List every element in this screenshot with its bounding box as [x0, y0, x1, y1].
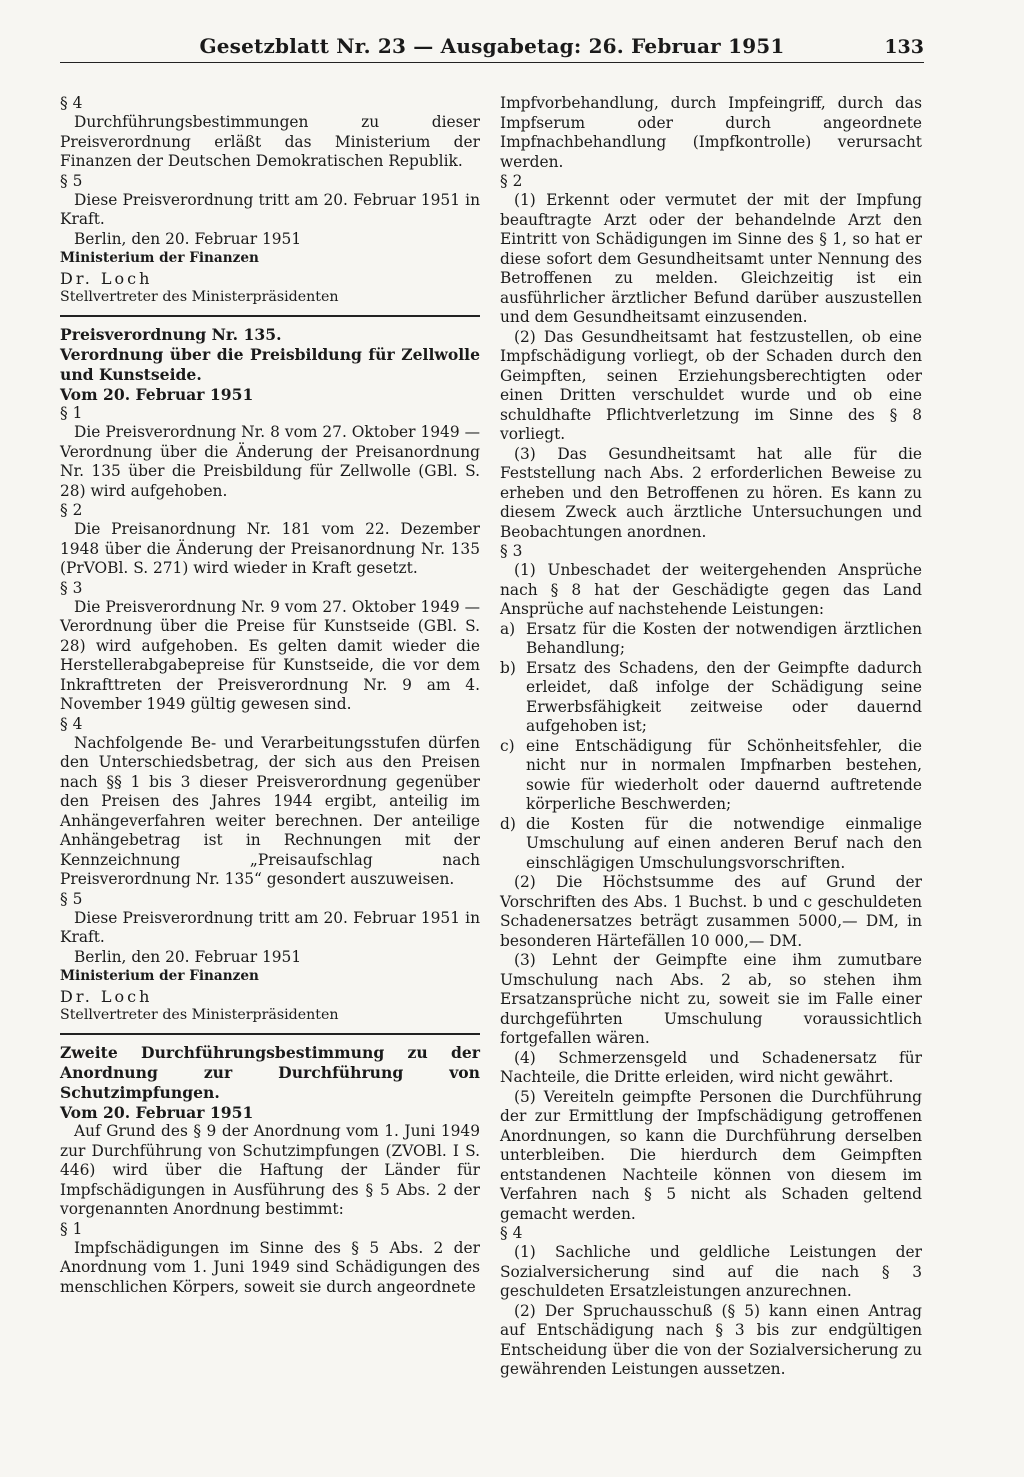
- section-heading: § 4: [60, 714, 83, 733]
- paragraph: Diese Preisverordnung tritt am 20. Februar 1951 in Kraft.: [60, 190, 480, 228]
- ministry-name: Ministerium der Finanzen: [60, 250, 259, 266]
- paragraph: Die Preisanordnung Nr. 181 vom 22. Dezember 1948 über die Änderung der Preisanordnung Nr. 135 (PrVOBl. S. 271) wird wieder in Kraft gesetzt.: [60, 520, 480, 577]
- list-item-text: eine Entschädigung für Schönheitsfehler, die nicht nur in normalen Impfnarben bestehen, sowie für wiederholt oder dauernd auftretende körperliche Beschwerden;: [526, 736, 922, 813]
- list-item-label: d): [500, 814, 516, 833]
- place-date: Berlin, den 20. Februar 1951: [74, 229, 302, 248]
- page-number: 133: [884, 36, 924, 58]
- list-item: [500, 815, 922, 874]
- paragraph: Auf Grund des § 9 der Anordnung vom 1. Juni 1949 zur Durchführung von Schutzimpfungen (ZVOBl. I S. 446) wird über die Haftung der Länder für Impfschädigungen in Ausführung des § 5 Abs. 2 der vorgenannten Anordnung bestimmt:: [60, 1122, 480, 1218]
- paragraph: (1) Unbeschadet der weitergehenden Ansprüche nach § 8 hat der Geschädigte gegen das Land Ansprüche auf nachstehende Leistungen:: [500, 561, 922, 618]
- page-header: [60, 34, 924, 63]
- list-item-label: a): [500, 619, 516, 638]
- provision-date: Vom 20. Februar 1951: [60, 1102, 254, 1122]
- paragraph: (1) Erkennt oder vermutet der mit der Impfung beauftragte Arzt oder der behandelnde Arzt den Eintritt von Schädigungen im Sinne des § 1, so hat er diese sofort dem Gesundheitsamt unter Nennung des Betroffenen zu melden. Gleichzeitig ist ein ausführlicher ärztlicher Befund darüber auszustellen und dem Gesundheitsamt einzusenden.: [500, 191, 922, 326]
- list-item-label: b): [500, 658, 516, 677]
- ordinance-title: Preisverordnung Nr. 135.: [60, 324, 282, 344]
- paragraph: (5) Vereiteln geimpfte Personen die Durchführung der zur Ermittlung der Impfschädigung getroffenen Anordnungen, so kann die Durchführung derselben unterbleiben. Die hierdurch dem Geimpften entstandenen Nachteile können von diesem im Verfahren nach § 5 nicht als Schaden geltend gemacht werden.: [500, 1087, 922, 1223]
- divider: [60, 315, 480, 317]
- paragraph: Nachfolgende Be- und Verarbeitungsstufen dürfen den Unterschiedsbetrag, der sich aus den Preisen nach §§ 1 bis 3 dieser Preisverordnung gegenüber den Preisen des Jahres 1944 ergibt, anteilig im Anhängeverfahren weiter berechnen. Der anteilige Anhängebetrag ist in Rechnungen mit der Kennzeichnung „Preisaufschlag nach Preisverordnung Nr. 135“ gesondert auszuweisen.: [60, 733, 480, 888]
- paragraph: Impfschädigungen im Sinne des § 5 Abs. 2 der Anordnung vom 1. Juni 1949 sind Schädigungen des menschlichen Körpers, soweit sie durch angeordnete: [60, 1238, 480, 1296]
- paragraph: (2) Die Höchstsumme des auf Grund der Vorschriften des Abs. 1 Buchst. b und c geschuldeten Schadenersatzes beträgt zusammen 5000,— DM, in besonderen Härtefällen 10 000,— DM.: [500, 873, 922, 950]
- right-column: [500, 94, 922, 1380]
- list-item: [500, 620, 922, 659]
- section-heading: § 5: [60, 171, 83, 190]
- paragraph: Diese Preisverordnung tritt am 20. Februar 1951 in Kraft.: [60, 908, 480, 946]
- signature-name: Dr. Loch: [60, 986, 153, 1006]
- paragraph: (3) Das Gesundheitsamt hat alle für die Feststellung nach Abs. 2 erforderlichen Beweise zu erheben und den Betroffenen zu hören. Es kann zu diesem Zweck auch ärztliche Untersuchungen und Beobachtungen anordnen.: [500, 444, 922, 541]
- provision-title: Zweite Durchführungsbestimmung zu der Anordnung zur Durchführung von Schutzimpfungen.: [60, 1042, 480, 1102]
- paragraph: Impfvorbehandlung, durch Impfeingriff, durch das Impfserum oder durch angeordnete Impfnachbehandlung (Impfkontrolle) verursacht werden.: [500, 94, 922, 171]
- paragraph: Die Preisverordnung Nr. 8 vom 27. Oktober 1949 — Verordnung über die Änderung der Preisanordnung Nr. 135 über die Preisbildung für Zellwolle (GBl. S. 28) wird aufgehoben.: [60, 423, 480, 500]
- paragraph: (2) Das Gesundheitsamt hat festzustellen, ob eine Impfschädigung vorliegt, ob der Schaden durch den Geimpften, seinen Erziehungsberechtigten oder einen Dritten verschuldet wurde und ob eine schuldhafte Pflichtverletzung im Sinne des § 8 vorliegt.: [500, 327, 922, 443]
- gazette-title: Gesetzblatt Nr. 23 — Ausgabetag: 26. Februar 1951: [199, 34, 785, 58]
- section-heading: § 3: [60, 578, 83, 597]
- previous-ordinance-end: [60, 94, 480, 308]
- paragraph: (3) Lehnt der Geimpfte eine ihm zumutbare Umschulung nach Abs. 2 ab, so stehen ihm Ersatzansprüche nicht zu, soweit sie im Falle einer durchgeführten Umschulung voraussichtlich fortgefallen wären.: [500, 951, 922, 1047]
- paragraph: (1) Sachliche und geldliche Leistungen der Sozialversicherung sind auf die nach § 3 geschuldeten Ersatzleistungen anzurechnen.: [500, 1243, 922, 1300]
- price-ordinance-135: [60, 325, 480, 1026]
- list-item-text: die Kosten für die notwendige einmalige Umschulung auf einen anderen Beruf nach den einschlägigen Umschulungsvorschriften.: [526, 814, 922, 872]
- left-column: [60, 94, 480, 1297]
- list-item: [500, 737, 922, 815]
- section-heading: § 2: [60, 501, 83, 519]
- paragraph: Durchführungsbestimmungen zu dieser Preisverordnung erläßt das Ministerium der Finanzen der Deutschen Demokratischen Republik.: [60, 113, 480, 170]
- ordinance-date: Vom 20. Februar 1951: [60, 384, 254, 404]
- list-item-text: Ersatz für die Kosten der notwendigen ärztlichen Behandlung;: [526, 619, 922, 657]
- signatory-role: Stellvertreter des Ministerpräsidenten: [60, 1007, 339, 1023]
- ordinance-subtitle: Verordnung über die Preisbildung für Zellwolle und Kunstseide.: [60, 344, 480, 384]
- section-heading: § 5: [60, 889, 83, 908]
- paragraph: Die Preisverordnung Nr. 9 vom 27. Oktober 1949 — Verordnung über die Preise für Kunstseide (GBl. S. 28) wird aufgehoben. Es gelten damit wieder die Herstellerabgabepreise für Kunstseide, die vor dem Inkrafttreten der Preisverordnung Nr. 9 am 4. November 1949 gültig gewesen sind.: [60, 597, 480, 713]
- paragraph: (2) Der Spruchausschuß (§ 5) kann einen Antrag auf Entschädigung nach § 3 bis zur endgültigen Entscheidung über die von der Sozialversicherung zu gewährenden Leistungen aussetzen.: [500, 1301, 922, 1378]
- section-heading: § 1: [60, 1219, 83, 1238]
- section-heading: § 4: [60, 94, 83, 112]
- divider: [60, 1033, 480, 1035]
- place-date: Berlin, den 20. Februar 1951: [74, 947, 302, 966]
- benefits-list: [500, 620, 922, 874]
- list-item-text: Ersatz des Schadens, den der Geimpfte dadurch erleidet, daß infolge der Schädigung seine Erwerbsfähigkeit zeitweise oder dauernd aufgehoben ist;: [526, 658, 922, 735]
- section-heading: § 3: [500, 542, 523, 560]
- section-heading: § 2: [500, 172, 523, 190]
- list-item-label: c): [500, 736, 515, 755]
- paragraph: (4) Schmerzensgeld und Schadenersatz für Nachteile, die Dritte erleiden, wird nicht gewährt.: [500, 1048, 922, 1086]
- second-implementing-provision: [60, 1043, 480, 1298]
- ministry-name: Ministerium der Finanzen: [60, 968, 259, 984]
- signatory-role: Stellvertreter des Ministerpräsidenten: [60, 289, 339, 305]
- signature-name: Dr. Loch: [60, 268, 153, 288]
- section-heading: § 1: [60, 404, 83, 422]
- section-heading: § 4: [500, 1224, 523, 1242]
- list-item: [500, 659, 922, 737]
